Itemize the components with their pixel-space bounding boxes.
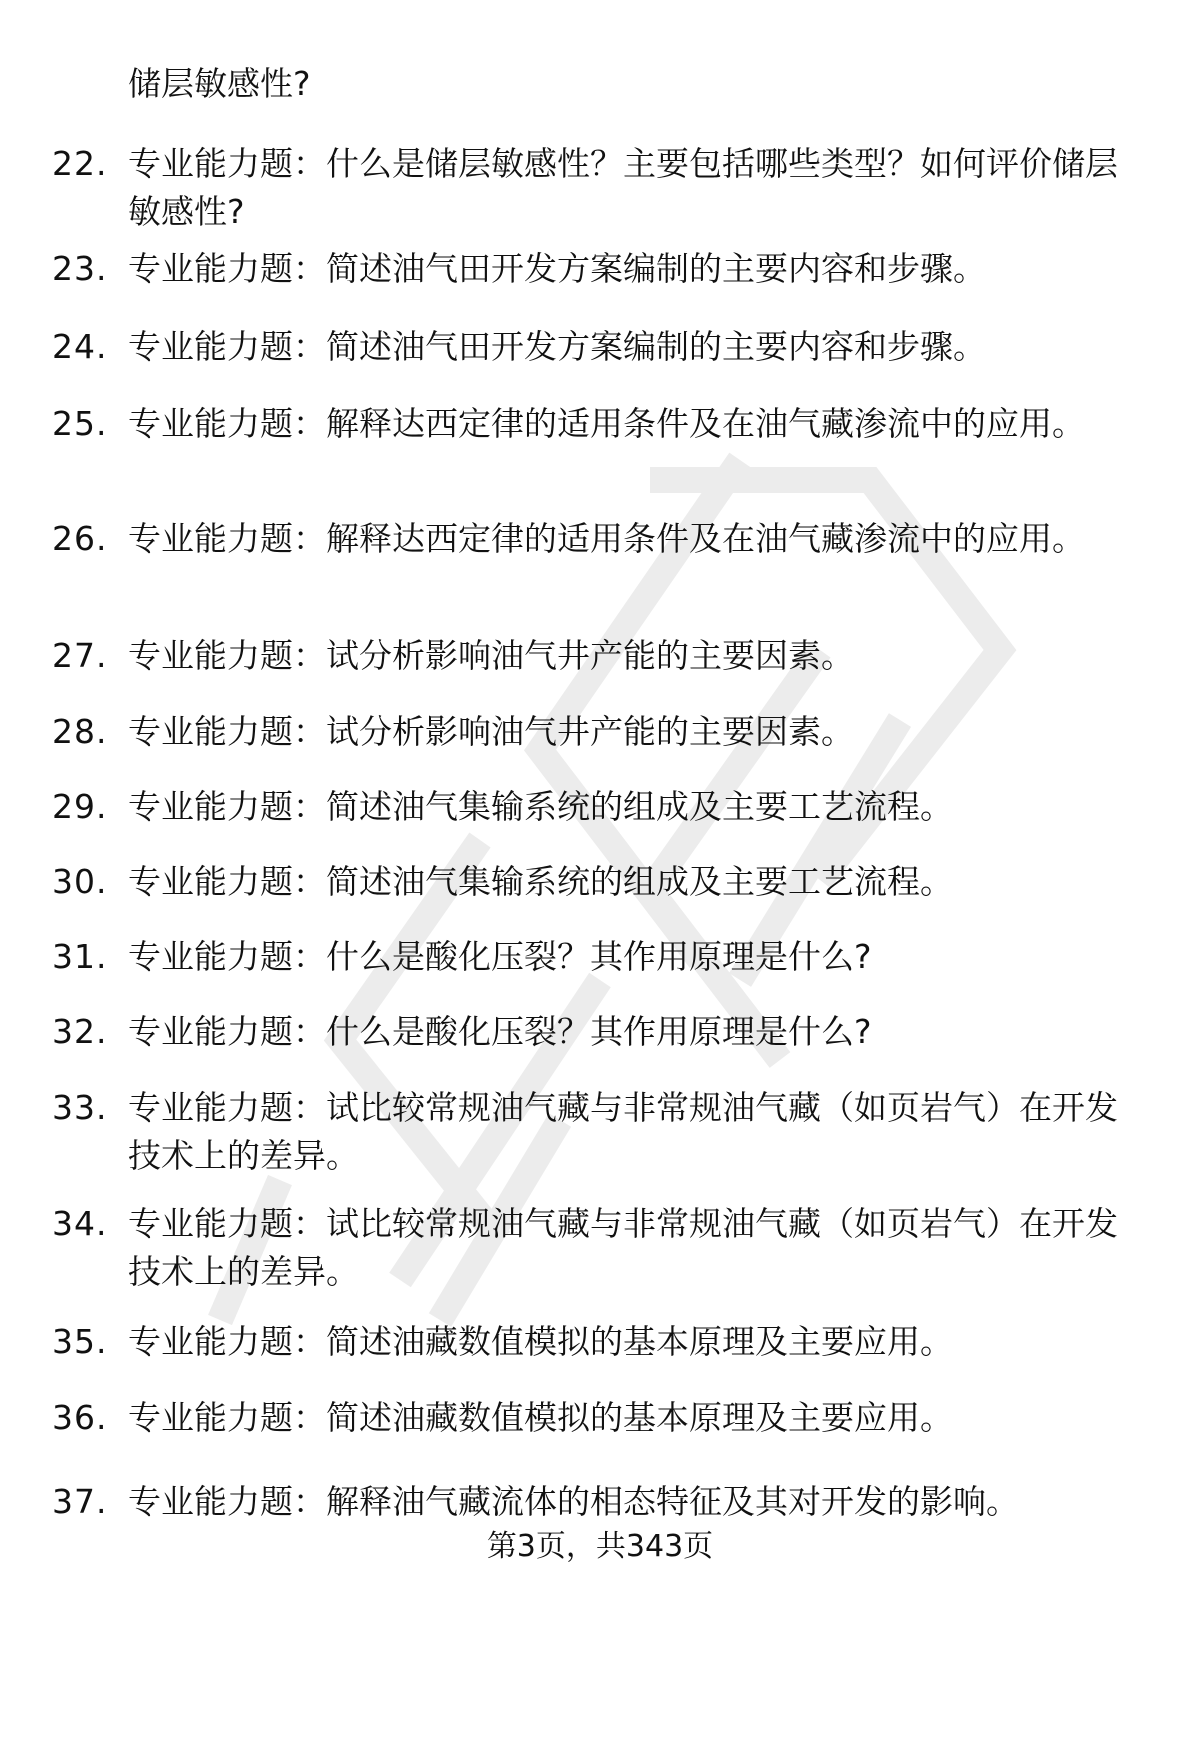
question-text: 专业能力题：解释达西定律的适用条件及在油气藏渗流中的应用。 [128, 519, 1085, 558]
question-item-28 [52, 708, 1152, 756]
question-item-23 [52, 245, 1152, 293]
question-item-34 [52, 1200, 1152, 1296]
page-footer: 第3页，共343页 [486, 1529, 714, 1564]
question-text: 专业能力题：简述油藏数值模拟的基本原理及主要应用。 [128, 1322, 953, 1361]
question-text: 专业能力题：什么是储层敏感性？主要包括哪些类型？如何评价储层敏感性? [128, 144, 1118, 231]
question-number: 23. [52, 249, 108, 288]
question-text: 专业能力题：什么是酸化压裂？其作用原理是什么? [128, 1012, 872, 1051]
question-number: 33. [52, 1088, 108, 1127]
question-item-36 [52, 1394, 1152, 1442]
question-number: 32. [52, 1012, 108, 1051]
question-number: 31. [52, 937, 108, 976]
question-text: 专业能力题：简述油气田开发方案编制的主要内容和步骤。 [128, 327, 986, 366]
question-text: 专业能力题：试比较常规油气藏与非常规油气藏（如页岩气）在开发技术上的差异。 [128, 1088, 1118, 1175]
question-item-33 [52, 1084, 1152, 1180]
question-item-29 [52, 783, 1152, 831]
question-number: 24. [52, 327, 108, 366]
question-number: 30. [52, 862, 108, 901]
question-text: 专业能力题：简述油气田开发方案编制的主要内容和步骤。 [128, 249, 986, 288]
question-number: 28. [52, 712, 108, 751]
question-item-22 [52, 140, 1152, 236]
question-item-25 [52, 400, 1152, 448]
question-text: 专业能力题：解释油气藏流体的相态特征及其对开发的影响。 [128, 1482, 1019, 1521]
question-21-continuation: 储层敏感性? [128, 64, 311, 103]
question-item-35 [52, 1318, 1152, 1366]
question-text: 专业能力题：解释达西定律的适用条件及在油气藏渗流中的应用。 [128, 404, 1085, 443]
question-number: 34. [52, 1204, 108, 1243]
question-item-30 [52, 858, 1152, 906]
question-number: 29. [52, 787, 108, 826]
question-item-31 [52, 933, 1152, 981]
question-text: 专业能力题：简述油气集输系统的组成及主要工艺流程。 [128, 862, 953, 901]
question-number: 26. [52, 519, 108, 558]
question-item-32 [52, 1008, 1152, 1056]
question-number: 36. [52, 1398, 108, 1437]
question-number: 25. [52, 404, 108, 443]
question-text: 专业能力题：什么是酸化压裂？其作用原理是什么? [128, 937, 872, 976]
question-text: 专业能力题：试比较常规油气藏与非常规油气藏（如页岩气）在开发技术上的差异。 [128, 1204, 1118, 1291]
question-number: 27. [52, 636, 108, 675]
question-text: 专业能力题：简述油藏数值模拟的基本原理及主要应用。 [128, 1398, 953, 1437]
question-number: 22. [52, 144, 108, 183]
question-item-37 [52, 1478, 1152, 1526]
question-item-24 [52, 323, 1152, 371]
question-text: 专业能力题：简述油气集输系统的组成及主要工艺流程。 [128, 787, 953, 826]
question-number: 37. [52, 1482, 108, 1521]
question-text: 专业能力题：试分析影响油气井产能的主要因素。 [128, 636, 854, 675]
question-text: 专业能力题：试分析影响油气井产能的主要因素。 [128, 712, 854, 751]
question-number: 35. [52, 1322, 108, 1361]
question-item-26 [52, 515, 1152, 563]
question-item-27 [52, 632, 1152, 680]
